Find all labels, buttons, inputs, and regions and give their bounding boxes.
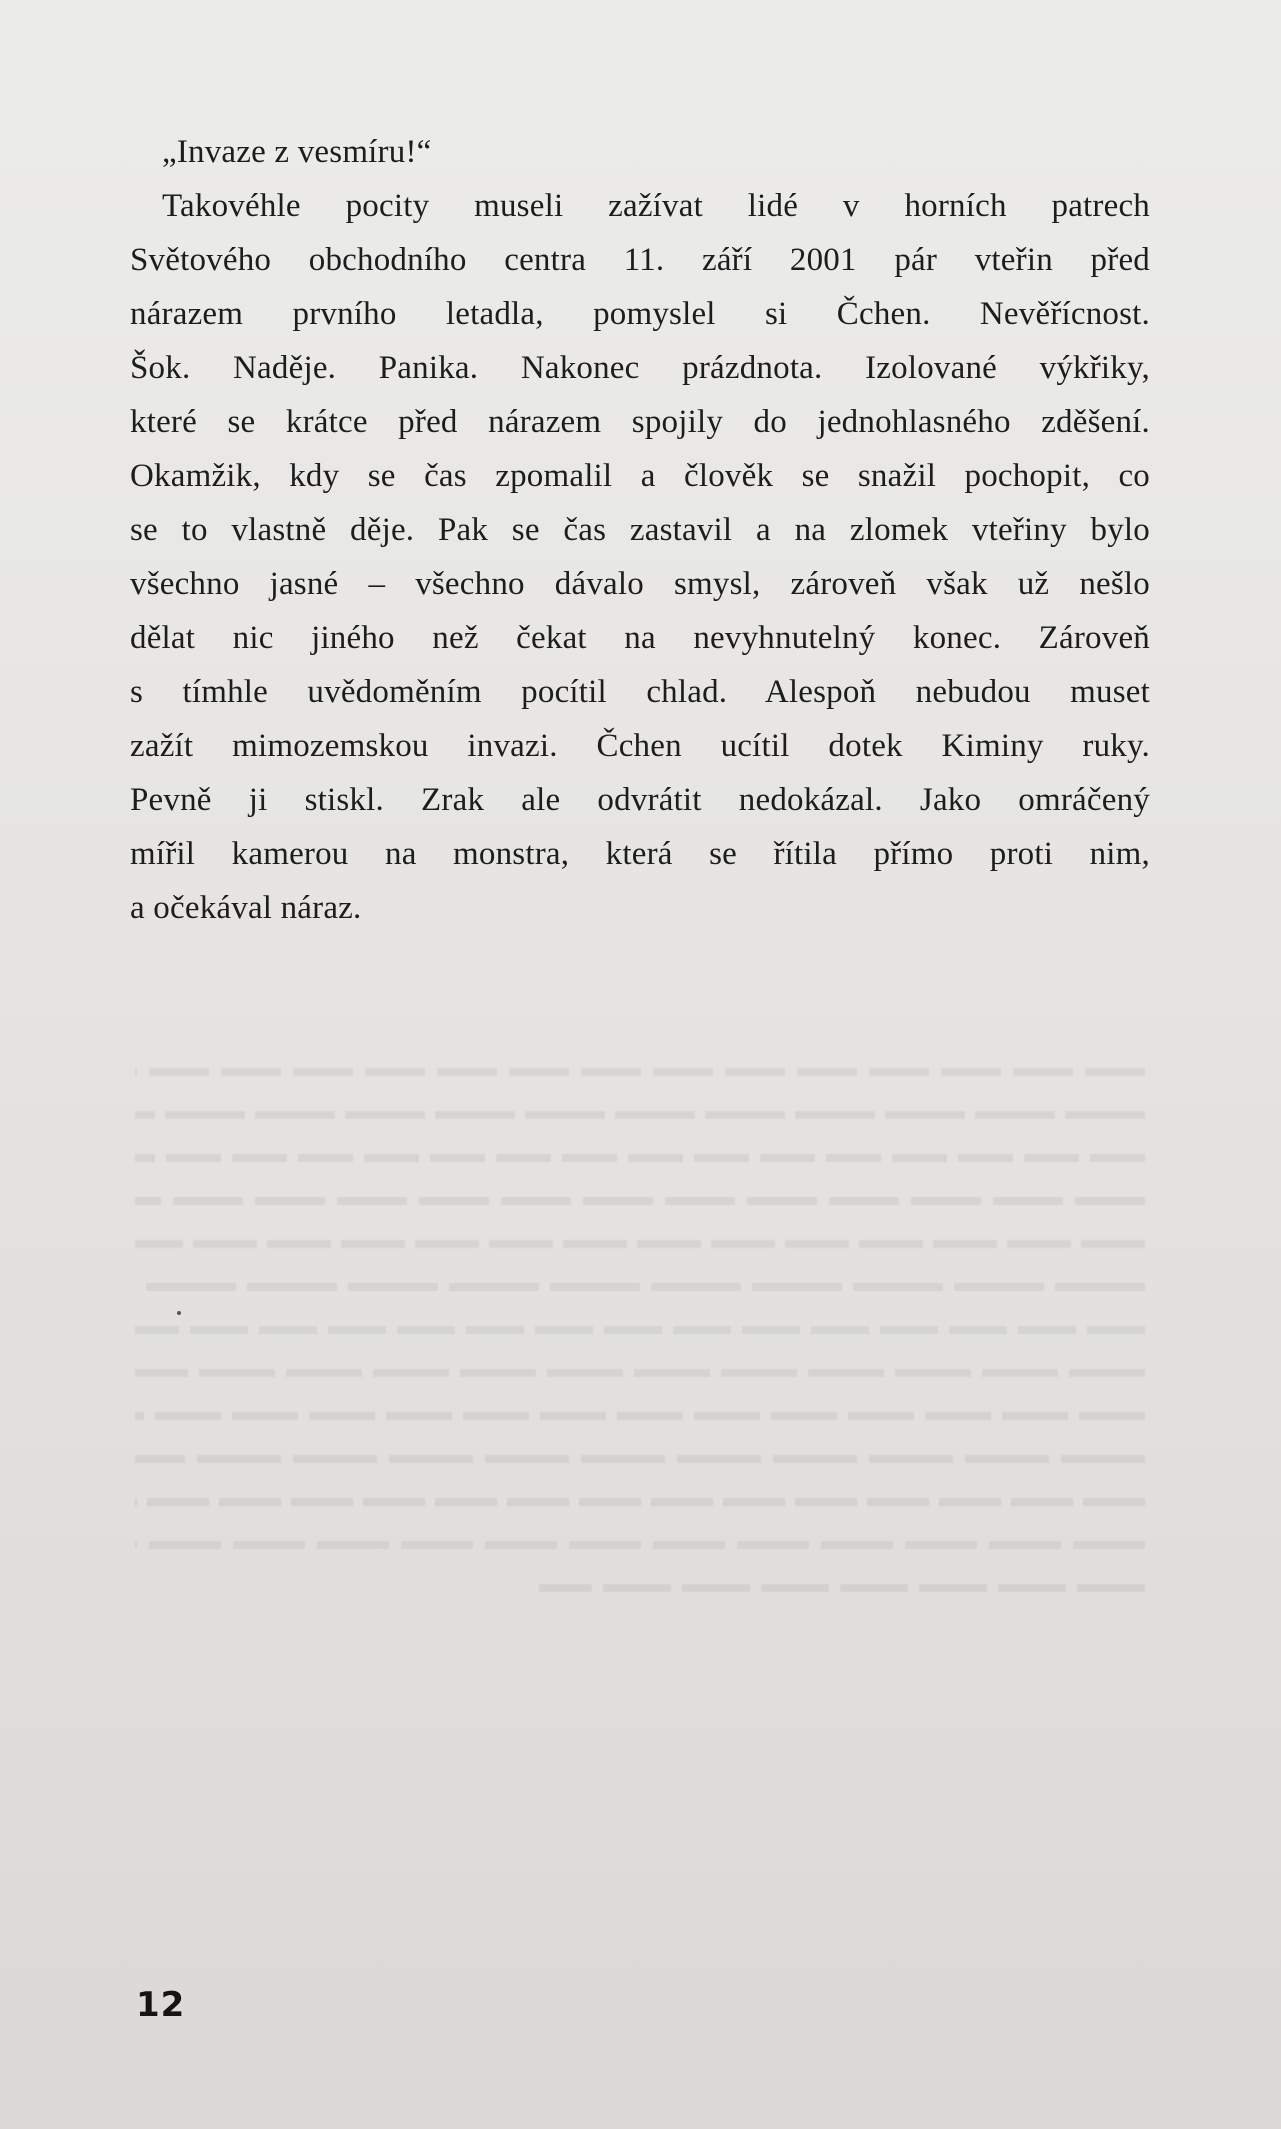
text-line-15: a očekával náraz.	[130, 890, 362, 926]
text-line-7: Okamžik, kdy se čas zpomalil a člověk se snažil pochopit, co	[130, 458, 1150, 494]
text-line-1: „Invaze z vesmíru!“	[162, 134, 432, 170]
text-line-8: se to vlastně děje. Pak se čas zastavil a na zlomek vteřiny bylo	[130, 512, 1150, 548]
text-line-3: Světového obchodního centra 11. září 2001 pár vteřin před	[130, 242, 1150, 278]
text-line-9: všechno jasné – všechno dávalo smysl, zároveň však už nešlo	[130, 566, 1150, 602]
text-line-11: s tímhle uvědoměním pocítil chlad. Alespoň nebudou muset	[130, 674, 1150, 710]
text-line-14: mířil kamerou na monstra, která se řítila přímo proti nim,	[130, 836, 1150, 872]
text-line-6: které se krátce před nárazem spojily do jednohlasného zděšení.	[130, 404, 1150, 440]
dust-mark	[177, 1311, 181, 1315]
body-text	[130, 125, 1150, 935]
text-line-13: Pevně ji stiskl. Zrak ale odvrátit nedokázal. Jako omráčený	[130, 782, 1150, 818]
text-line-4: nárazem prvního letadla, pomyslel si Čchen. Nevěřícnost.	[130, 296, 1150, 332]
text-line-5: Šok. Naděje. Panika. Nakonec prázdnota. Izolované výkřiky,	[130, 350, 1150, 386]
text-line-10: dělat nic jiného než čekat na nevyhnutelný konec. Zároveň	[130, 620, 1150, 656]
show-through-text	[135, 1050, 1145, 1627]
text-line-12: zažít mimozemskou invazi. Čchen ucítil dotek Kiminy ruky.	[130, 728, 1150, 764]
page-number: 12	[136, 1985, 186, 2025]
text-line-2: Takovéhle pocity museli zažívat lidé v horních patrech	[162, 188, 1150, 224]
